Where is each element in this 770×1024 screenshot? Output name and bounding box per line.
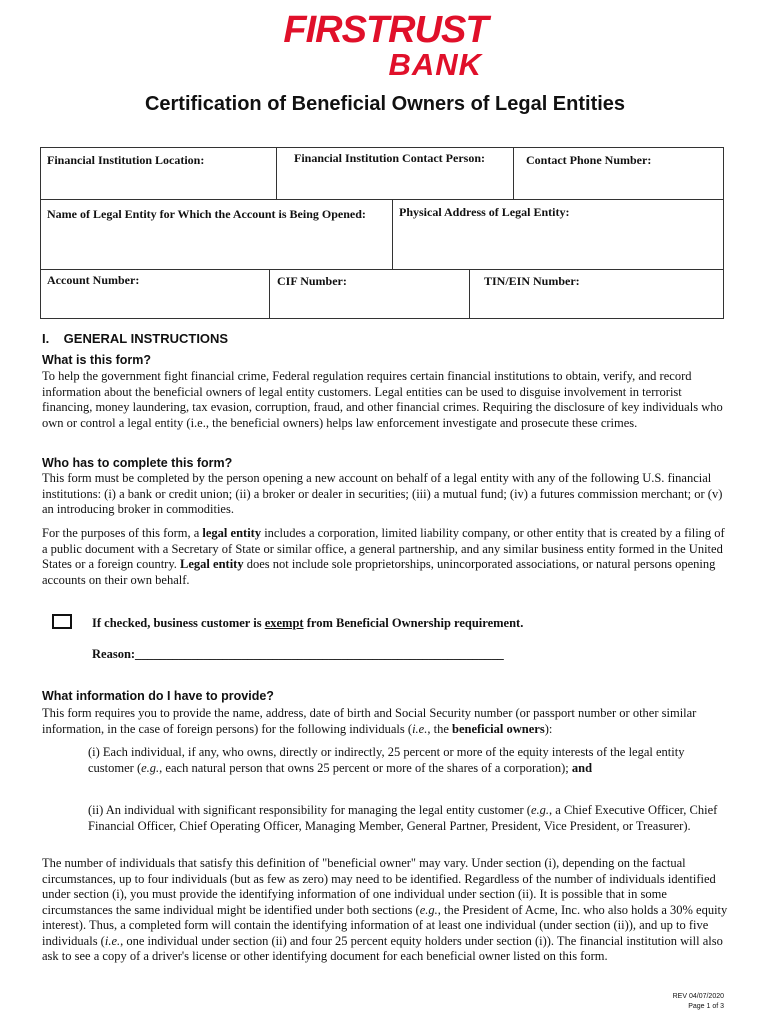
legal-entity-name-field[interactable] (40, 199, 393, 270)
contact-phone-field[interactable] (513, 147, 724, 200)
italic-span: e.g. (141, 760, 160, 775)
text-span: , a Chief Executive Officer, Chief Financial Officer, Chief Operating Officer, Managing Member, General Partner, President, Vice President, or Treasurer). (88, 803, 718, 833)
text-span: , one individual under section (ii) and four 25 percent equity holders under section (i)). The financial institution will also ask to see a copy of a driver's license or other identifying document for each beneficial owner listed on this form. (42, 933, 723, 963)
exempt-label (92, 616, 523, 631)
firstrust-bank-logo (283, 10, 488, 84)
number-of-individuals-text (42, 856, 732, 965)
text-span: The number of individuals that satisfy this definition of "beneficial owner" may vary. Under section (i), depending on the factual circumstances, up to four individuals (but as few as zero) may need to be identified. Regardless of the number of individuals identified under section (i), you must provide the identifying information of one individual under section (ii). It is possible that in some circumstances the same individual might be identified under both sections ( (42, 856, 716, 917)
cif-number-label: CIF Number: (277, 274, 347, 288)
italic-span: i.e. (412, 721, 428, 736)
exempt-checkbox[interactable] (52, 614, 72, 629)
who-completes-heading: Who has to complete this form? (42, 456, 233, 470)
document-title: Certification of Beneficial Owners of Legal Entities (144, 93, 626, 115)
revision-date: REV 04/07/2020 (672, 993, 724, 1000)
italic-span: e.g. (530, 803, 550, 817)
reason-field[interactable]: Reason:___________________________________________________________ (92, 647, 504, 661)
fi-location-field[interactable] (40, 147, 277, 200)
info-provide-text (42, 706, 732, 737)
physical-address-field[interactable] (392, 199, 724, 270)
section-heading-general-instructions: I. GENERAL INSTRUCTIONS (42, 331, 229, 346)
text-span: (i) Each individual, if any, who owns, directly or indirectly, 25 percent or more of the equity interests of the legal entity customer ( (88, 745, 685, 775)
tin-ein-label: TIN/EIN Number: (484, 274, 580, 288)
text-span: includes a corporation, limited liability company, or other entity that is created by a filing of a public document with a Secretary of State or similar office, a general partnership, and any similar business entity formed in the United States or a foreign country. (42, 526, 725, 571)
bold-span: and (571, 760, 593, 775)
bold-span: beneficial owners (452, 721, 545, 736)
text-span: , each natural person that owns 25 percent or more of the shares of a corporation); (159, 760, 572, 775)
text-span: This form requires you to provide the name, address, date of birth and Social Security number (or passport number or other similar information, in the case of foreign persons) for the following individuals ( (42, 706, 697, 736)
beneficial-owner-item-1 (88, 745, 728, 776)
fi-contact-label: Financial Institution Contact Person: (294, 151, 486, 165)
logo-firstrust-text: FIRSTRUST (283, 9, 488, 51)
account-number-label: Account Number: (47, 273, 140, 287)
what-is-form-heading: What is this form? (42, 353, 152, 367)
text-span: For the purposes of this form, a (42, 526, 203, 540)
bold-span: Legal entity (180, 557, 244, 571)
cif-number-field[interactable] (269, 269, 470, 319)
physical-address-label: Physical Address of Legal Entity: (399, 205, 570, 219)
info-provide-heading: What information do I have to provide? (42, 689, 274, 703)
text-span: ): (544, 721, 553, 736)
text-span: does not include sole proprietorships, unincorporated associations, or natural persons opening accounts on their own behalf. (42, 557, 716, 587)
tin-ein-field[interactable] (469, 269, 724, 319)
logo-bank-text: BANK (388, 47, 482, 82)
underline-span: exempt (264, 616, 304, 630)
text-span: , the President of Acme, Inc. who also holds a 30% equity interest). Thus, a completed form will contain the identifying information of at least one individual (under section (ii)), and up to five individuals ( (42, 902, 728, 948)
legal-entity-name-label: Name of Legal Entity for Which the Account is Being Opened: (47, 207, 366, 221)
contact-phone-label: Contact Phone Number: (526, 153, 652, 167)
beneficial-owner-item-2 (88, 803, 728, 834)
italic-span: e.g. (419, 902, 438, 917)
italic-span: i.e. (104, 933, 121, 948)
who-completes-text: This form must be completed by the person opening a new account on behalf of a legal entity with any of the following U.S. financial institutions: (i) a bank or credit union; (ii) a broker or dealer in securities; (iii) a mutual fund; (iv) a futures commission merchant; or (v) an introducing broker in commodities. (42, 471, 723, 516)
legal-entity-definition (42, 526, 732, 588)
page-number: Page 1 of 3 (688, 1003, 724, 1010)
text-span: (ii) An individual with significant responsibility for managing the legal entity customer ( (88, 803, 531, 817)
bold-span: legal entity (202, 526, 262, 540)
text-span: If checked, business customer is (92, 616, 265, 630)
what-is-form-text: To help the government fight financial crime, Federal regulation requires certain financial institutions to obtain, verify, and record information about the beneficial owners of legal entity customers. Legal entities can be used to disguise involvement in terrorist financing, money laundering, tax evasion, corruption, fraud, and other financial crimes. Requiring the disclosure of key individuals who own or control a legal entity (i.e., the beneficial owners) helps law enforcement investigate and prosecute these crimes. (42, 369, 723, 430)
fi-location-label: Financial Institution Location: (47, 153, 205, 167)
fi-contact-field[interactable] (276, 147, 514, 200)
text-span: , the (427, 721, 452, 736)
account-number-field[interactable] (40, 269, 270, 319)
text-span: from Beneficial Ownership requirement. (303, 616, 524, 630)
